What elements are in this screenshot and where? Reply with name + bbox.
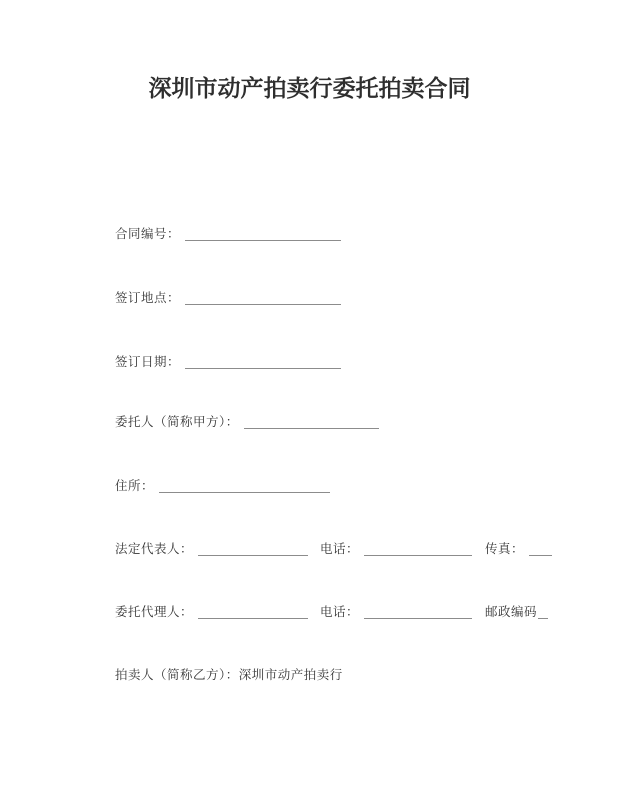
contract-no-label: 合同编号： <box>115 227 181 241</box>
phone2-label: 电话： <box>320 605 360 619</box>
sign-date-blank-line <box>185 356 341 369</box>
document-title: 深圳市动产拍卖行委托拍卖合同 <box>148 75 471 101</box>
agent-label: 委托代理人： <box>115 605 194 619</box>
phone-blank-line <box>364 543 472 556</box>
party-b-label: 拍卖人（简称乙方）： <box>115 668 239 682</box>
sign-date-label: 签订日期： <box>115 355 181 369</box>
field-row-sign-date <box>115 354 341 370</box>
field-row-sign-place <box>115 290 341 306</box>
address-blank-line <box>159 480 330 493</box>
fax-blank-line <box>529 543 552 556</box>
party-a-blank-line <box>244 416 379 429</box>
phone-label: 电话： <box>320 542 360 556</box>
legal-rep-blank-line <box>198 543 308 556</box>
field-row-party-a <box>115 414 379 430</box>
contract-no-blank-line <box>185 228 341 241</box>
postal-code-label: 邮政编码 <box>485 605 538 619</box>
postal-code-blank-line <box>538 606 548 619</box>
party-a-label: 委托人（简称甲方）： <box>115 415 239 429</box>
agent-blank-line <box>198 606 308 619</box>
fax-label: 传真： <box>485 542 525 556</box>
address-label: 住所： <box>115 479 155 493</box>
field-row-address <box>115 478 330 494</box>
sign-place-blank-line <box>185 292 341 305</box>
field-row-legal-rep <box>115 541 552 557</box>
field-row-agent <box>115 604 548 620</box>
field-row-contract-no <box>115 226 341 242</box>
phone2-blank-line <box>364 606 472 619</box>
sign-place-label: 签订地点： <box>115 291 181 305</box>
legal-rep-label: 法定代表人： <box>115 542 194 556</box>
party-b-value: 深圳市动产拍卖行 <box>238 668 343 682</box>
field-row-party-b <box>115 667 343 683</box>
